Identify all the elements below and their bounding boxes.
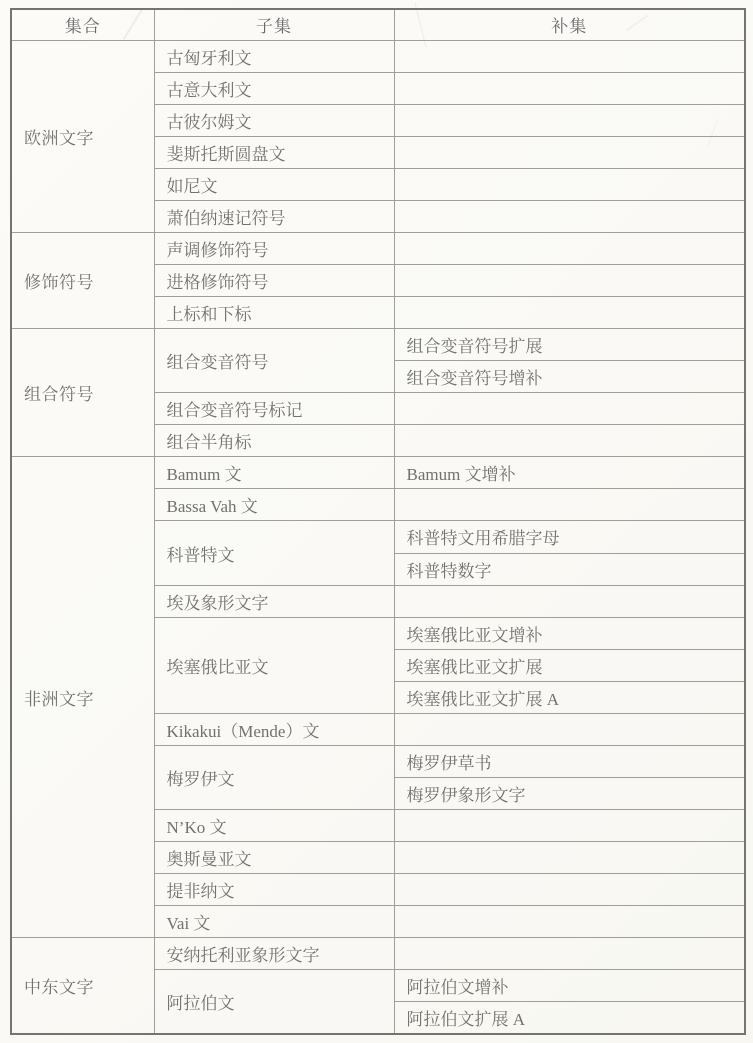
subset-cell: 梅罗伊文 [154, 745, 394, 809]
set-cell: 欧洲文字 [11, 40, 154, 232]
supplement-cell [394, 297, 745, 329]
set-column-header: 集合 [11, 9, 154, 40]
supplement-cell [394, 842, 745, 874]
subset-cell: 古意大利文 [154, 72, 394, 104]
set-cell: 中东文字 [11, 938, 154, 1034]
table-row [11, 40, 745, 72]
supplement-cell: 埃塞俄比亚文扩展 [394, 649, 745, 681]
subset-cell: Vai 文 [154, 906, 394, 938]
supplement-cell [394, 232, 745, 264]
supplement-cell: 组合变音符号增补 [394, 361, 745, 393]
supplement-cell [394, 136, 745, 168]
supplement-cell: Bamum 文增补 [394, 457, 745, 489]
subset-cell: 埃塞俄比亚文 [154, 617, 394, 713]
subset-cell: 进格修饰符号 [154, 264, 394, 296]
subset-cell: 如尼文 [154, 168, 394, 200]
supplement-cell: 科普特文用希腊字母 [394, 521, 745, 553]
subset-cell: 奥斯曼亚文 [154, 842, 394, 874]
table-body [11, 40, 745, 1034]
subset-cell: 声调修饰符号 [154, 232, 394, 264]
supplement-cell [394, 938, 745, 970]
supplement-cell [394, 264, 745, 296]
supplement-cell: 科普特数字 [394, 553, 745, 585]
subset-cell: 埃及象形文字 [154, 585, 394, 617]
subset-cell: Kikakui（Mende）文 [154, 713, 394, 745]
supplement-cell [394, 906, 745, 938]
supplement-cell [394, 874, 745, 906]
subset-cell: Bamum 文 [154, 457, 394, 489]
supplement-cell [394, 810, 745, 842]
table-row [11, 457, 745, 489]
supplement-cell [394, 489, 745, 521]
subset-cell: 组合变音符号 [154, 329, 394, 393]
supplement-cell [394, 200, 745, 232]
table-row [11, 232, 745, 264]
supplement-cell: 阿拉伯文扩展 A [394, 1002, 745, 1034]
set-cell: 非洲文字 [11, 457, 154, 938]
header-row [11, 9, 745, 40]
set-cell: 修饰符号 [11, 232, 154, 328]
character-set-table [10, 8, 746, 1035]
supplement-cell [394, 585, 745, 617]
supplement-cell: 埃塞俄比亚文增补 [394, 617, 745, 649]
subset-cell: 古彼尔姆文 [154, 104, 394, 136]
subset-cell: N’Ko 文 [154, 810, 394, 842]
supplement-cell: 组合变音符号扩展 [394, 329, 745, 361]
supplement-cell [394, 393, 745, 425]
subset-cell: 科普特文 [154, 521, 394, 585]
table-row [11, 938, 745, 970]
supplement-cell [394, 168, 745, 200]
subset-column-header: 子集 [154, 9, 394, 40]
supplement-cell [394, 104, 745, 136]
supplement-column-header: 补集 [394, 9, 745, 40]
supplement-cell [394, 40, 745, 72]
supplement-cell [394, 72, 745, 104]
table-row [11, 329, 745, 361]
subset-cell: 斐斯托斯圆盘文 [154, 136, 394, 168]
set-cell: 组合符号 [11, 329, 154, 457]
supplement-cell [394, 425, 745, 457]
subset-cell: 安纳托利亚象形文字 [154, 938, 394, 970]
supplement-cell: 埃塞俄比亚文扩展 A [394, 681, 745, 713]
subset-cell: 组合变音符号标记 [154, 393, 394, 425]
subset-cell: 提非纳文 [154, 874, 394, 906]
subset-cell: 阿拉伯文 [154, 970, 394, 1034]
subset-cell: Bassa Vah 文 [154, 489, 394, 521]
supplement-cell: 梅罗伊草书 [394, 745, 745, 777]
supplement-cell [394, 713, 745, 745]
subset-cell: 上标和下标 [154, 297, 394, 329]
subset-cell: 萧伯纳速记符号 [154, 200, 394, 232]
subset-cell: 古匈牙利文 [154, 40, 394, 72]
subset-cell: 组合半角标 [154, 425, 394, 457]
supplement-cell: 梅罗伊象形文字 [394, 777, 745, 809]
supplement-cell: 阿拉伯文增补 [394, 970, 745, 1002]
